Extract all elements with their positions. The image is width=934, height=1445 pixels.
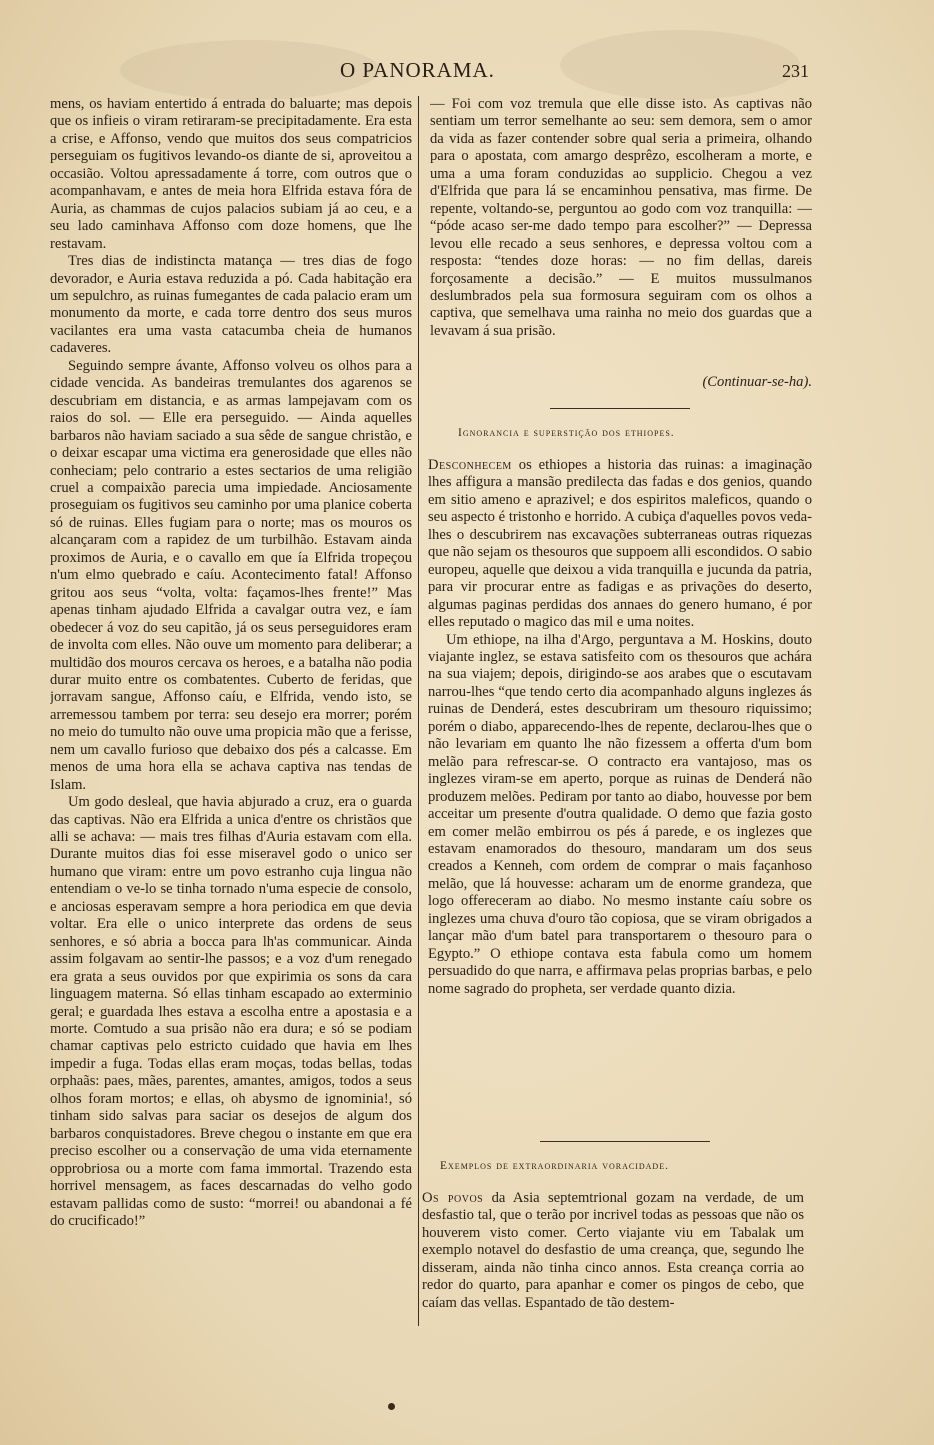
- journal-title: O PANORAMA.: [340, 58, 495, 82]
- paragraph: [422, 1190, 804, 1312]
- section-title: Exemplos de extraordinaria voracidade.: [440, 1160, 669, 1172]
- story-continuation: [430, 96, 812, 396]
- section-title: Ignorancia e superstição dos ethiopes.: [458, 427, 675, 439]
- paragraph: Tres dias de indistincta matança — tres dias de fogo devorador, e Auria estava reduzida a pó. Cada habitação era um sepulchro, as ruinas fumegantes de cada palacio eram um monumento da morte, e cada torre dentro dos seus muros vacilantes era uma vasta catacumba cheia de humanos cadaveres.: [50, 253, 412, 357]
- lead-word: Desconhecem: [428, 457, 512, 473]
- paragraph: Seguindo sempre ávante, Affonso volveu os olhos para a cidade vencida. As bandeiras tremulantes dos agarenos se descubriam em distancia, e as armas lampejavam com os raios do sol. — Elle era perseguido. — Ainda aquelles barbaros não haviam saciado a sua sêde de sangue christão, e o deixar escapar uma victima era generosidade que elles não conheciam; pelo contrario a estes sectarios de uma religião cruel a compaixão parecia uma impiedade. Anciosamente proseguiam os fugitivos seu caminho por uma planice coberta só de ruinas. Elles fugiam para o norte; mas os mouros os alcançaram com a rapidez de um turbilhão. Estavam ainda proximos de Auria, e o cavallo em que ía Elfrida tropeçou n'um elmo quebrado e caíu. Acontecimento fatal! Affonso gritou aos seus “volta, volta: façamos-lhes frente!” Mas apenas tinham ajudado Elfrida a cavalgar outra vez, e íam obedecer á voz do seu capitão, já os seus perseguidores eram de involta com elles. Não ouve um momento para deliberar; a multidão dos mouros cercava os heroes, e a batalha não podia durar muito entre os combatentes. Cuberto de feridas, que jorravam sangue, Affonso caíu, e Elfrida, vendo isto, se arremessou tambem por terra: seu desejo era morrer; porém no meio do tumulto não ouve uma propicia mão que a ferisse, nem um cavallo furioso que debaixo dos pés a calcasse. Em menos de uma hora ella se achava captiva nas tendas de Islam.: [50, 357, 412, 793]
- section-separator: [550, 408, 690, 409]
- ink-mark: [388, 1403, 395, 1410]
- section-ethiopes: [428, 457, 812, 1127]
- paragraph-text: os ethiopes a historia das ruinas: a imaginação lhes affigura a mansão predilecta das fadas e dos genios, quando em sitio ameno e aprazivel; e dos espiritos maleficos, quando o seu aspecto é tristonho e horrido. A cubiça d'aquelles povos veda-lhes o descubrirem nas excavações subterraneas outras riquezas que não sejam os thesouros que suppoem alli escondidos. O sabio europeu, aquelle que deixou a vida tranquilla e jucunda da patria, para vir procurar entre as fadigas e as privações do deserto, algumas paginas perdidas dos annaes do genero humano, é por elles reputado o magico das mil e uma noites.: [428, 457, 812, 631]
- paragraph: mens, os haviam entertido á entrada do baluarte; mas depois que os infieis o viram retiraram-se precipitadamente. Era esta a crise, e Affonso, vendo que muitos dos seus compatricios perseguiam os fugitivos levando-os diante de si, aproveitou a occasião. Voltou apressadamente á torre, com outros que o acompanhavam, e antes de meia hora Elfrida estava fóra de Auria, as chammas de cujos palacios subiam já ao ceu, e a seu lado caminhava Affonso com doze homens, que lhe restavam.: [50, 96, 412, 252]
- section-separator: [540, 1141, 710, 1142]
- lead-word: Os povos: [422, 1190, 484, 1206]
- paragraph-text: da Asia septemtrional gozam na verdade, de um desfastio tal, que o terão por incrivel todas as pessoas que não os houverem visto comer. Certo viajante viu em Tabalak um exemplo notavel do desfastio de uma creança, que, segundo lhe disseram, ainda não tinha cinco annos. Esta creança corria ao redor do quarto, para apanhar e comer os pingos de cebo, que caíam das vellas. Espantado de tão destem-: [422, 1190, 804, 1311]
- page-header: [0, 58, 934, 88]
- paragraph: — Foi com voz tremula que elle disse isto. As captivas não sentiam um terror semelhante ao seu: sem demora, sem o amor da vida as fazer contender sobre qual seria a primeira, olhando para o apostata, com amargo desprêzo, escolheram a morte, e uma a uma foram conduzidas ao supplicio. Chegou a vez d'Elfrida que para lá se encaminhou pensativa, mas firme. De repente, voltando-se, perguntou ao godo com voz tranquilla: — “póde acaso ser-me dado tempo para escolher?” — Depressa levou elle recado a seus senhores, e depressa voltou com a resposta: “tendes doze horas: — no fim dellas, dareis forçosamente a decisão.” — E muitos mussulmanos deslumbrados pela sua formosura seguiram com os olhos a captiva, que semelhava uma rainha no meio dos guardas que a levavam á sua prisão.: [430, 96, 812, 339]
- paragraph: [428, 457, 812, 632]
- continuation-note: (Continuar-se-ha).: [702, 374, 812, 390]
- section-voracidade: [422, 1190, 804, 1330]
- paragraph: Um ethiope, na ilha d'Argo, perguntava a M. Hoskins, douto viajante inglez, se estava satisfeito com os thesouros que achára na sua viajem; depois, dirigindo-se aos arabes que o escutavam narrou-lhes “que tendo certo dia acompanhado alguns inglezes ás ruinas de Denderá, estes descubriram um thesouro riquissimo; porém o diabo, apparecendo-lhes de repente, declarou-lhes que o não levariam em quanto lhe não fizessem a offerta d'um bom melão para refrescar-se. O contracto era vantajoso, mas os inglezes viram-se em aperto, porque as ruinas de Denderá não produzem melões. Pediram por tanto ao diabo, houvesse por bem acceitar um presente d'outra qualidade. O demo que fazia gosto em comer melão embirrou os pés á parede, e os inglezes que estavam enamorados do thesouro, mandaram um dos seus creados a Kenneh, com ordem de comprar o mais façanhoso melão, que lá houvesse: acharam um de enorme grandeza, que logo offereceram ao diabo. No mesmo instante caíu sobre os inglezes uma chuva d'ouro tão copiosa, que se viram obrigados a lançar mão d'um batel para transportarem o thesouro para o Egypto.” O ethiope contava esta fabula como um homem persuadido do que narra, e affirmava pelas proprias barbas, e pelo nome sagrado do propheta, ser verdade quanto dizia.: [428, 631, 812, 997]
- paragraph: Um godo desleal, que havia abjurado a cruz, era o guarda das captivas. Não era Elfrida a unica d'entre os christãos que alli se achava: — mais tres filhas d'Auria estavam com ella. Durante muitos dias foi esse miseravel godo o unico ser humano que viram: entre um povo estranho cuja lingua não entendiam o ve-lo se tinha tornado n'uma especie de consolo, e anciosas esperavam sempre a hora periodica em que devia voltar. Era elle o unico interprete das ordens de seus senhores, e só abria a bocca para lh'as communicar. Ainda assim folgavam ao sentir-lhe passos; e a voz d'um renegado era grata a seus ouvidos por que expirimia os sons da cara linguagem materna. Só ellas tinham escapado ao exterminio geral; e guardada lhes estava a escolha entre a apostasia e a morte. Comtudo a sua prisão não era dura; e só se podiam chamar captivas pelo estricto cuidado que havia em lhes impedir a fuga. Todas ellas eram moças, todas bellas, todas orphaãs: paes, mães, parentes, amantes, amigos, todos a seus olhos foram mortos; e ellas, oh abysmo de ignominia!, só tinham sido salvas para saciar os desejos de algum dos barbaros conquistadores. Breve chegou o instante em que era preciso escolher ou a conservação de uma vida eternamente opprobriosa ou a morte com fama immortal. Trazendo esta horrivel mensagem, as faces descarnadas do velho godo estavam pallidas como de susto: “morrei! ou abandonai a fé do crucificado!”: [50, 794, 412, 1229]
- column-divider: [418, 96, 419, 1326]
- left-column: [50, 96, 412, 1330]
- page-number: 231: [782, 61, 809, 81]
